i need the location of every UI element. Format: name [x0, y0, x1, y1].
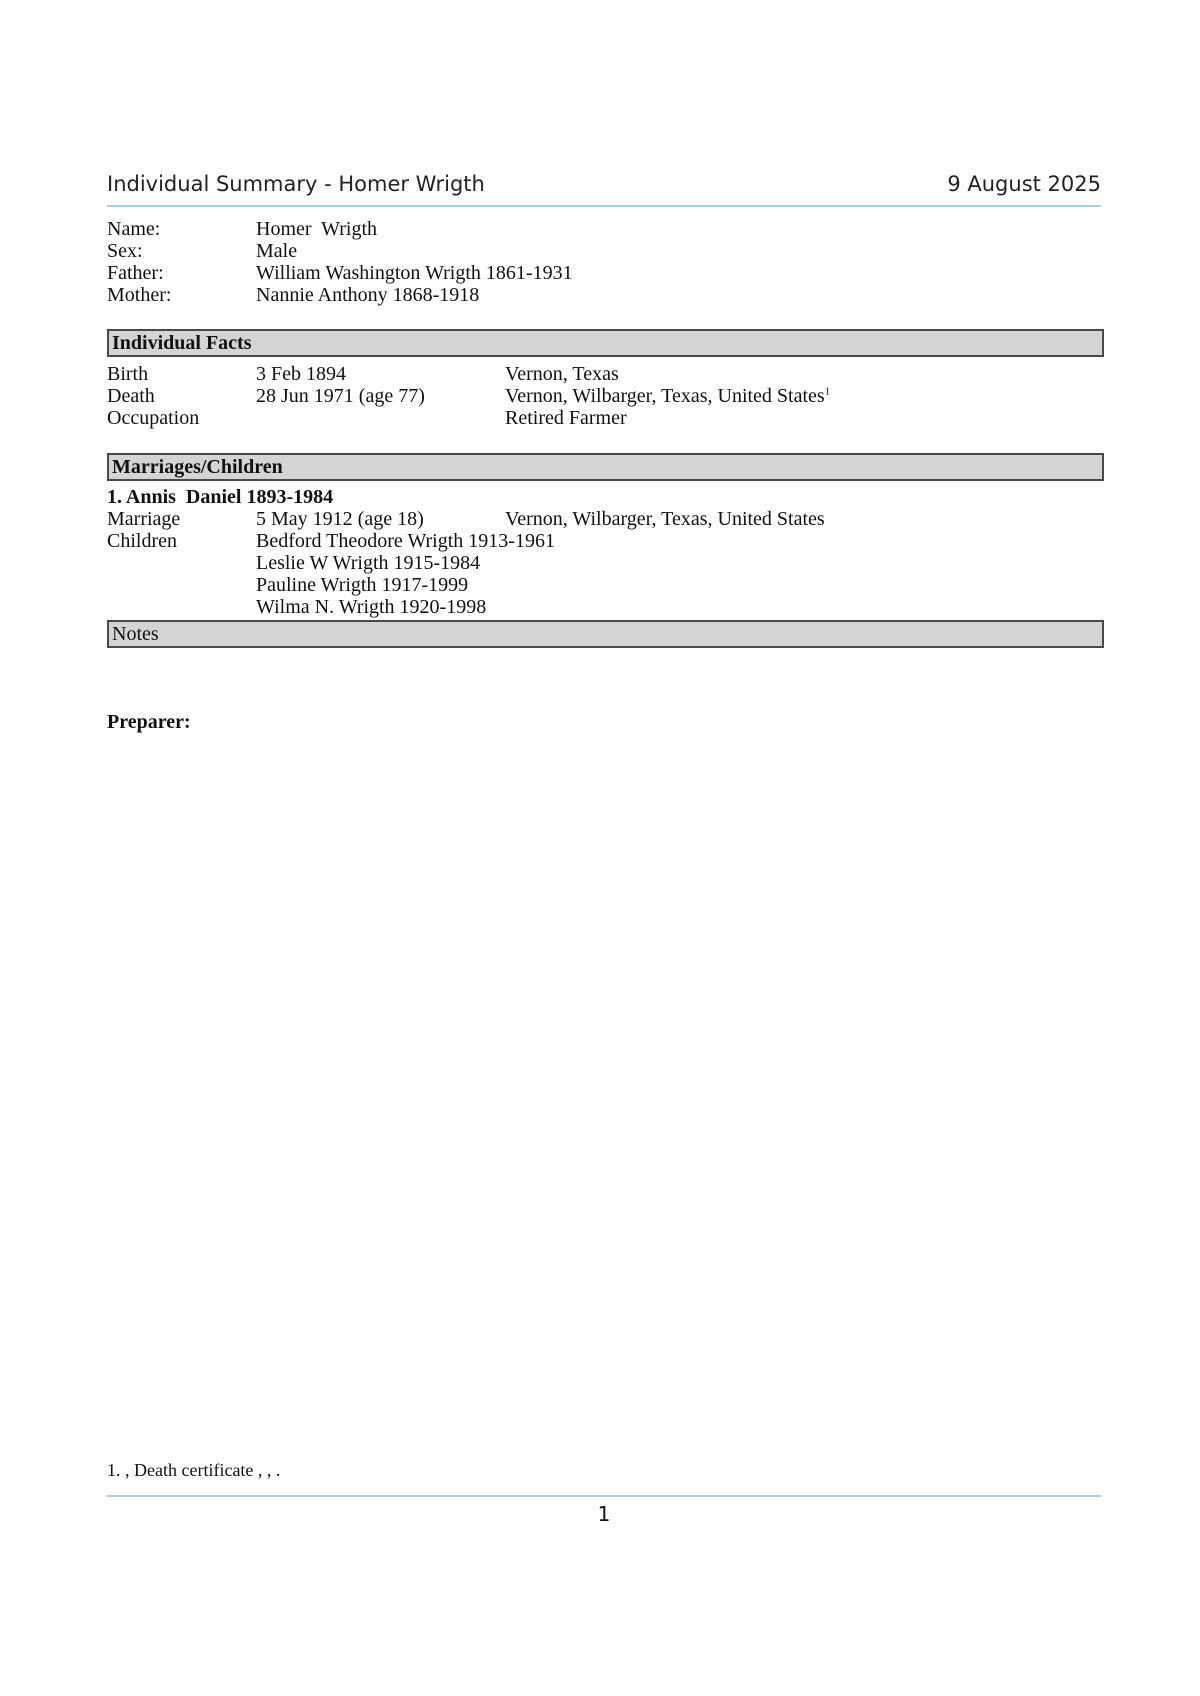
- preparer-label: Preparer:: [107, 711, 191, 733]
- fact-place-with-ref: [505, 385, 830, 407]
- father-label: Father:: [107, 262, 164, 284]
- spouse-name: 1. Annis Daniel 1893-1984: [107, 486, 334, 508]
- report-header: [107, 172, 1101, 196]
- notes-heading: Notes: [107, 620, 1104, 648]
- name-label: Name:: [107, 218, 161, 240]
- child-name: Pauline Wrigth 1917-1999: [256, 574, 469, 596]
- children-label: Children: [107, 530, 177, 552]
- occupation-row: [107, 407, 1101, 429]
- marriage-label: Marriage: [107, 508, 181, 530]
- name-row: [107, 218, 1101, 240]
- page-number: 1: [597, 1502, 611, 1526]
- footer-divider: [107, 1495, 1101, 1497]
- fact-date: [256, 407, 505, 429]
- individual-facts-heading: Individual Facts: [107, 329, 1104, 357]
- report-page: [107, 0, 1101, 1696]
- report-title: Individual Summary - Homer Wrigth: [107, 172, 485, 196]
- fact-label: Occupation: [107, 407, 200, 429]
- header-divider: [107, 205, 1101, 207]
- marriage-row: [107, 508, 1101, 530]
- footnote: 1. , Death certificate , , .: [107, 1460, 281, 1480]
- father-row: [107, 262, 1101, 284]
- sex-value: Male: [256, 240, 298, 262]
- name-value: Homer Wrigth: [256, 218, 378, 240]
- child-name: Wilma N. Wrigth 1920-1998: [256, 596, 487, 618]
- child-name: Leslie W Wrigth 1915-1984: [256, 552, 481, 574]
- footnote-ref: 1: [824, 385, 831, 398]
- marriage-date: 5 May 1912 (age 18): [256, 508, 424, 530]
- sex-row: [107, 240, 1101, 262]
- mother-label: Mother:: [107, 284, 172, 306]
- child-name: Bedford Theodore Wrigth 1913-1961: [256, 530, 555, 552]
- report-date: 9 August 2025: [947, 172, 1101, 196]
- individual-facts: [107, 363, 1101, 429]
- fact-date: 28 Jun 1971 (age 77): [256, 385, 425, 407]
- mother-row: [107, 284, 1101, 306]
- mother-value: Nannie Anthony 1868-1918: [256, 284, 480, 306]
- fact-place: Retired Farmer: [505, 407, 627, 429]
- child-row: [107, 574, 1101, 596]
- father-value: William Washington Wrigth 1861-1931: [256, 262, 573, 284]
- child-row: [107, 530, 1101, 552]
- fact-place: Vernon, Wilbarger, Texas, United States: [505, 385, 825, 407]
- fact-label: Death: [107, 385, 155, 407]
- child-row: [107, 596, 1101, 618]
- child-row: [107, 552, 1101, 574]
- fact-place: Vernon, Texas: [505, 363, 619, 385]
- marriage-place: Vernon, Wilbarger, Texas, United States: [505, 508, 825, 530]
- marriages-children: [107, 486, 1101, 618]
- personal-info: [107, 218, 1101, 306]
- death-row: [107, 385, 1101, 407]
- marriages-children-heading: Marriages/Children: [107, 453, 1104, 481]
- sex-label: Sex:: [107, 240, 143, 262]
- birth-row: [107, 363, 1101, 385]
- fact-date: 3 Feb 1894: [256, 363, 346, 385]
- fact-label: Birth: [107, 363, 149, 385]
